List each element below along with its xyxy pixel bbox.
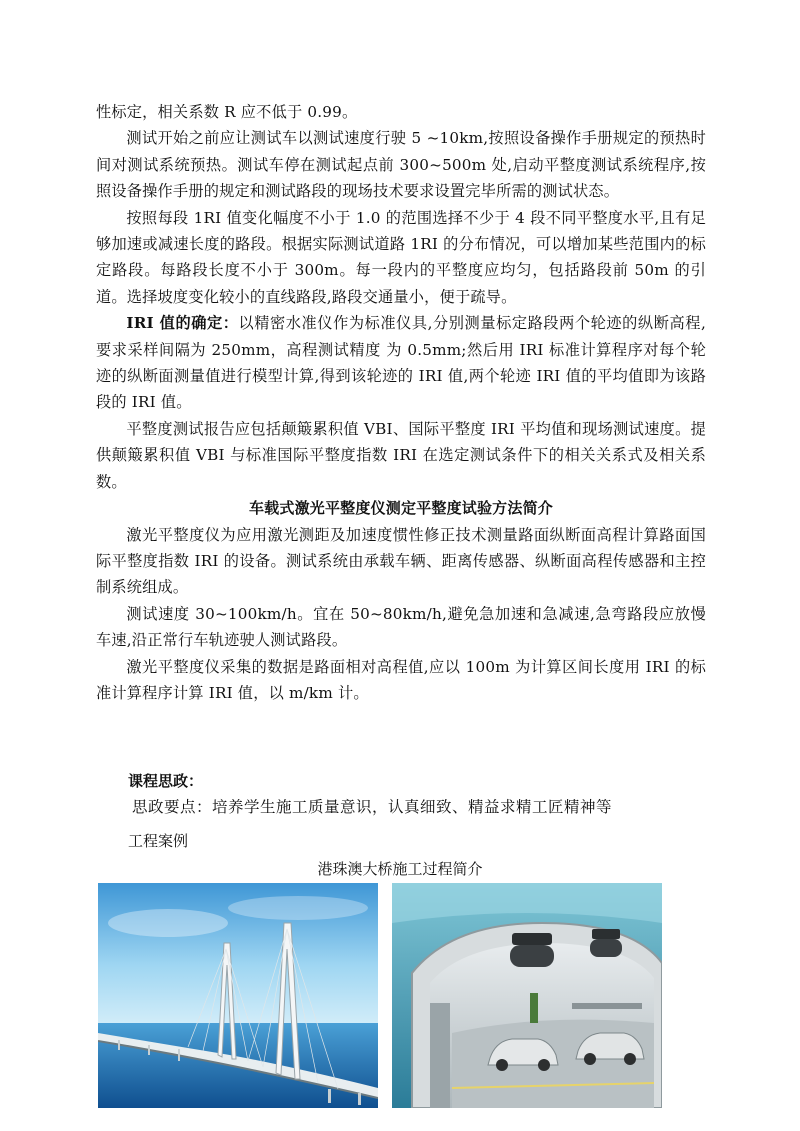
paragraph-4 [96,310,706,416]
paragraph-6: 激光平整度仪为应用激光测距及加速度惯性修正技术测量路面纵断面高程计算路面国际平整度指数 IRI 的设备。测试系统由承载车辆、距离传感器、纵断面高程传感器和主控制系统组成。 [96,525,706,597]
course-title: 课程思政： [128,772,204,790]
bridge-photo [98,883,378,1108]
paragraph-3: 按照每段 1RI 值变化幅度不小于 1.0 的范围选择不少于 4 段不同平整度水平,且有足够加速或减速长度的路段。根据实际测试道路 1RI 的分布情况，可以增加某些范围内的标定路段。每路段长度不小于 300m。每一段内的平整度应均匀，包括路段前 50m 的引道。选择坡度变化较小的直线路段,路段交通量小，便于疏导。 [96,208,706,306]
figure-caption: 港珠澳大桥施工过程简介 [317,860,483,878]
case-label: 工程案例 [128,832,189,850]
paragraph-7: 测试速度 30~100km/h。宜在 50~80km/h,避免急加速和急减速,急弯路段应放慢车速,沿正常行车轨迹驶人测试路段。 [96,604,706,650]
paragraph-4-lead: IRI 值的确定： [126,314,239,333]
body-text-block [96,99,706,706]
paragraph-2: 测试开始之前应让测试车以测试速度行驶 5 ~10km,按照设备操作手册规定的预热时间对测试系统预热。测试车停在测试起点前 300~500m 处,启动平整度测试系统程序,按照设备操作手册的规定和测试路段的现场技术要求设置完毕所需的测试状态。 [96,129,706,201]
paragraph-8: 激光平整度仪采集的数据是路面相对高程值,应以 100m 为计算区间长度用 IRI 的标准计算程序计算 IRI 值，以 m/km 计。 [96,657,706,702]
section-heading: 车载式激光平整度仪测定平整度试验方法简介 [248,499,553,518]
tunnel-illustration [392,883,662,1108]
paragraph-1: 性标定，相关系数 R 应不低于 0.99。 [96,103,358,121]
paragraph-5: 平整度测试报告应包括颠簸累积值 VBI、国际平整度 IRI 平均值和现场测试速度。提供颠簸累积值 VBI 与标准国际平整度指数 IRI 在选定测试条件下的相关关系式及相关系数。 [96,419,706,491]
bridge-illustration [98,883,378,1108]
course-points: 思政要点：培养学生施工质量意识，认真细致、精益求精工匠精神等 [132,798,613,816]
paragraph-4-text: 以精密水准仪作为标准仪具,分别测量标定路段两个轮迹的纵断高程,要求采样间隔为 250mm，高程测试精度 为 0.5mm;然后用 IRI 标准计算程序对每个轮迹的纵断面测量值进行模型计算,得到该轮迹的 IRI 值,两个轮迹 IRI 值的平均值即为该路段的 IRI 值。 [96,314,707,412]
tunnel-photo [392,883,662,1108]
